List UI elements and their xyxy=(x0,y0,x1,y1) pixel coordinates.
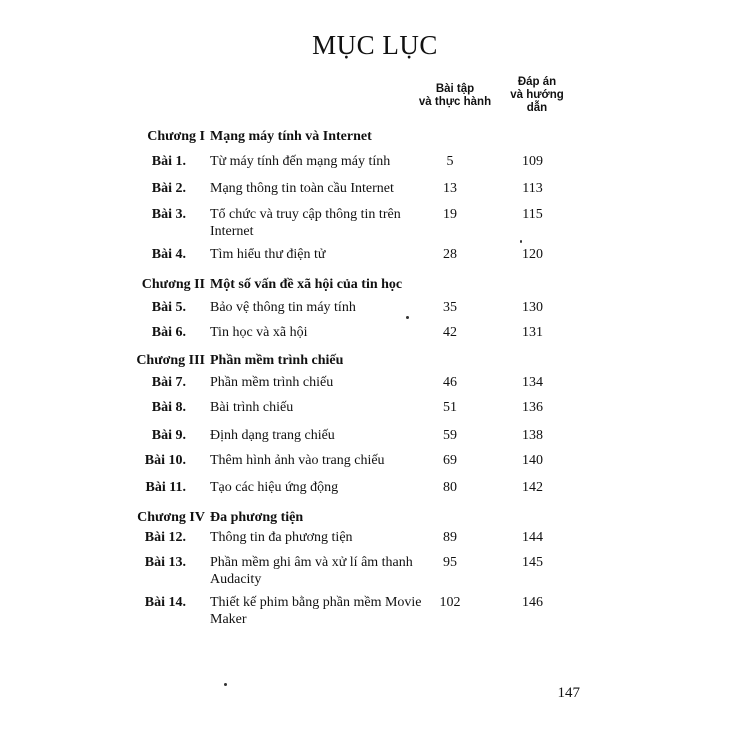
lesson-row xyxy=(0,206,750,239)
exercise-page: 51 xyxy=(443,400,457,415)
answer-page: 134 xyxy=(522,375,543,390)
row-title: Phần mềm trình chiếu xyxy=(210,375,334,390)
exercise-page: 95 xyxy=(443,555,457,570)
exercise-page: 13 xyxy=(443,181,457,196)
chapter-row xyxy=(0,276,750,298)
row-title: Định dạng trang chiếu xyxy=(210,428,335,443)
lesson-row xyxy=(0,246,750,268)
exercise-page: 5 xyxy=(446,154,454,169)
answer-page: 142 xyxy=(522,480,543,495)
row-label: Chương III xyxy=(136,353,205,368)
answer-page: 146 xyxy=(522,595,543,610)
row-label: Bài 4. xyxy=(151,247,186,262)
chapter-row xyxy=(0,128,750,150)
column-header-exercises xyxy=(405,83,505,109)
row-title: Thêm hình ảnh vào trang chiếu xyxy=(210,453,385,468)
row-title: Thiết kế phim bằng phần mềm Movie Maker xyxy=(210,595,422,627)
chapter-row xyxy=(0,509,750,531)
lesson-row xyxy=(0,594,750,627)
print-speck xyxy=(224,683,227,686)
lesson-row xyxy=(0,529,750,551)
exercise-page: 89 xyxy=(443,530,457,545)
exercise-page: 69 xyxy=(443,453,457,468)
row-title: Phần mềm trình chiếu xyxy=(210,353,344,368)
row-title: Tin học và xã hội xyxy=(210,325,308,340)
chapter-row xyxy=(0,352,750,374)
row-label: Chương I xyxy=(147,129,205,144)
row-label: Bài 10. xyxy=(144,453,186,468)
answer-page: 115 xyxy=(522,207,543,222)
row-label: Bài 3. xyxy=(151,207,186,222)
row-title: Từ máy tính đến mạng máy tính xyxy=(210,154,391,169)
answer-page: 120 xyxy=(522,247,543,262)
row-label: Chương II xyxy=(141,277,205,292)
row-title: Bảo vệ thông tin máy tính xyxy=(210,300,356,315)
row-title: Mạng thông tin toàn cầu Internet xyxy=(210,181,394,196)
answer-page: 136 xyxy=(522,400,543,415)
answer-page: 131 xyxy=(522,325,543,340)
column-header-answers xyxy=(497,76,577,115)
row-title: Tìm hiểu thư điện tử xyxy=(210,247,326,262)
exercise-page: 28 xyxy=(443,247,457,262)
exercise-page: 102 xyxy=(439,595,461,610)
row-label: Bài 1. xyxy=(151,154,186,169)
row-title: Tổ chức và truy cập thông tin trên Internet xyxy=(210,207,401,239)
lesson-row xyxy=(0,479,750,501)
lesson-row xyxy=(0,554,750,587)
row-label: Bài 5. xyxy=(151,300,186,315)
exercise-page: 59 xyxy=(443,428,457,443)
row-label: Bài 11. xyxy=(145,480,186,495)
lesson-row xyxy=(0,399,750,421)
lesson-row xyxy=(0,324,750,346)
answer-page: 144 xyxy=(522,530,543,545)
row-label: Bài 7. xyxy=(151,375,186,390)
column-header-line: Đáp án xyxy=(517,76,557,88)
exercise-page: 42 xyxy=(443,325,457,340)
row-label: Bài 9. xyxy=(151,428,186,443)
row-title: Phần mềm ghi âm và xử lí âm thanh Audacity xyxy=(210,555,413,587)
row-label: Bài 13. xyxy=(144,555,186,570)
row-title: Bài trình chiếu xyxy=(210,400,294,415)
row-title: Thông tin đa phương tiện xyxy=(210,530,353,545)
exercise-page: 35 xyxy=(443,300,457,315)
lesson-row xyxy=(0,452,750,474)
row-title: Một số vấn đề xã hội của tin học xyxy=(210,277,403,292)
lesson-row xyxy=(0,427,750,449)
column-header-line: Bài tập xyxy=(435,83,475,95)
answer-page: 140 xyxy=(522,453,543,468)
column-header-line: dẫn xyxy=(526,102,548,114)
answer-page: 130 xyxy=(522,300,543,315)
answer-page: 113 xyxy=(522,181,543,196)
answer-page: 138 xyxy=(522,428,543,443)
print-speck xyxy=(520,240,522,243)
row-label: Bài 6. xyxy=(151,325,186,340)
row-label: Bài 2. xyxy=(151,181,186,196)
lesson-row xyxy=(0,180,750,202)
exercise-page: 80 xyxy=(443,480,457,495)
row-label: Bài 8. xyxy=(151,400,186,415)
answer-page: 109 xyxy=(522,154,543,169)
row-label: Bài 14. xyxy=(144,595,186,610)
lesson-row xyxy=(0,374,750,396)
row-title: Tạo các hiệu ứng động xyxy=(210,480,339,495)
lesson-row xyxy=(0,299,750,321)
page-title: MỤC LỤC xyxy=(312,30,438,60)
print-speck xyxy=(406,316,409,319)
row-label: Chương IV xyxy=(137,510,205,525)
lesson-row xyxy=(0,153,750,175)
row-title: Mạng máy tính và Internet xyxy=(210,129,372,144)
page-number: 147 xyxy=(557,685,580,701)
column-header-line: và hướng xyxy=(510,89,564,101)
row-label: Bài 12. xyxy=(144,530,186,545)
exercise-page: 19 xyxy=(443,207,457,222)
row-title: Đa phương tiện xyxy=(210,510,304,525)
exercise-page: 46 xyxy=(443,375,457,390)
column-header-line: và thực hành xyxy=(418,96,492,108)
answer-page: 145 xyxy=(522,555,543,570)
